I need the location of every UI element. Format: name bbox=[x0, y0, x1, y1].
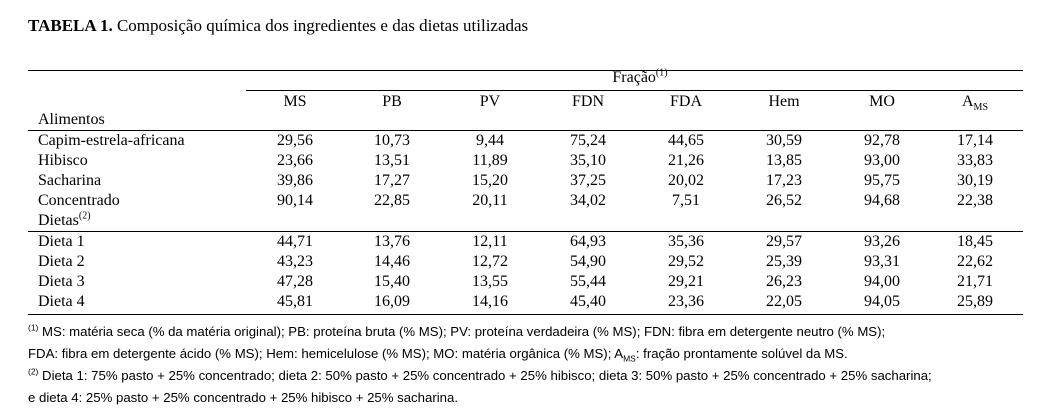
table-cell: 33,83 bbox=[957, 152, 993, 169]
column-header-text: PB bbox=[382, 93, 402, 110]
column-header-1 bbox=[347, 92, 437, 112]
table-cell: 10,73 bbox=[374, 132, 410, 149]
table-cell: 18,45 bbox=[957, 233, 993, 250]
table-cell: 64,93 bbox=[570, 233, 606, 250]
table-cell: 93,00 bbox=[864, 152, 900, 169]
table-cell: 95,75 bbox=[864, 172, 900, 189]
table-cell: 94,00 bbox=[864, 273, 900, 290]
table-cell: 29,57 bbox=[766, 233, 802, 250]
section-header-text: Alimentos bbox=[38, 111, 105, 128]
table-cell: 13,51 bbox=[374, 152, 410, 169]
table-cell: 44,65 bbox=[668, 132, 704, 149]
table-cell: 16,09 bbox=[374, 293, 410, 310]
table-cell: 37,25 bbox=[570, 172, 606, 189]
column-header-text: PV bbox=[479, 93, 501, 110]
fraction-header-text: Fração bbox=[612, 69, 656, 86]
column-header-6 bbox=[837, 92, 927, 112]
table-cell: 30,59 bbox=[766, 132, 802, 149]
top-rule bbox=[28, 70, 1023, 71]
column-header-text: FDA bbox=[669, 93, 702, 110]
section-header-text: Dietas bbox=[38, 212, 79, 229]
column-header-4 bbox=[641, 92, 731, 112]
column-header-subscript: MS bbox=[973, 102, 988, 114]
table-cell: 20,02 bbox=[668, 172, 704, 189]
column-header-0 bbox=[250, 92, 340, 112]
column-header-text: Hem bbox=[768, 93, 800, 110]
column-header-3 bbox=[543, 92, 633, 112]
table-cell: 43,23 bbox=[277, 253, 313, 270]
fraction-header-note: (1) bbox=[655, 67, 668, 79]
table-cell: 17,27 bbox=[374, 172, 410, 189]
column-header-5 bbox=[739, 92, 829, 112]
table-cell: 14,16 bbox=[472, 293, 508, 310]
table-cell: 9,44 bbox=[476, 132, 504, 149]
table-cell: 34,02 bbox=[570, 192, 606, 209]
row-label: Concentrado bbox=[38, 192, 120, 209]
footnote-1-line-2 bbox=[28, 343, 1028, 365]
section-header-1 bbox=[38, 211, 91, 231]
table-cell: 55,44 bbox=[570, 273, 606, 290]
table-cell: 12,72 bbox=[472, 253, 508, 270]
table-cell: 54,90 bbox=[570, 253, 606, 270]
footnotes bbox=[28, 321, 1028, 409]
bottom-rule bbox=[28, 314, 1023, 315]
table-cell: 45,81 bbox=[277, 293, 313, 310]
table-cell: 29,21 bbox=[668, 273, 704, 290]
table-cell: 17,14 bbox=[957, 132, 993, 149]
row-label: Dieta 2 bbox=[38, 253, 85, 270]
table-cell: 22,05 bbox=[766, 293, 802, 310]
table-cell: 7,51 bbox=[672, 192, 700, 209]
table-cell: 23,36 bbox=[668, 293, 704, 310]
column-header-text: MO bbox=[869, 93, 895, 110]
footnote-1-text-1: MS: matéria seca (% da matéria original); PB: proteína bruta (% MS); PV: proteína verdadeira (% MS); FDN: fibra em detergente neutro (% MS); bbox=[38, 324, 886, 339]
section-header-0 bbox=[38, 110, 105, 130]
table-cell: 26,52 bbox=[766, 192, 802, 209]
table-cell: 25,89 bbox=[957, 293, 993, 310]
footnote-2-marker: (2) bbox=[28, 366, 39, 377]
row-label: Sacharina bbox=[38, 172, 102, 189]
table-cell: 29,52 bbox=[668, 253, 704, 270]
table-title-label: TABELA 1. bbox=[28, 16, 113, 35]
table-cell: 90,14 bbox=[277, 192, 313, 209]
column-header-text: A bbox=[961, 93, 974, 110]
table-cell: 94,68 bbox=[864, 192, 900, 209]
footnote-1-text-2a: FDA: fibra em detergente ácido (% MS); Hem: hemicelulose (% MS); MO: matéria orgânica (% MS); A bbox=[28, 346, 624, 361]
footnote-1-text-2b: : fração prontamente solúvel da MS. bbox=[635, 346, 848, 361]
footnote-2-text-2: e dieta 4: 25% pasto + 25% concentrado + 25% hibisco + 25% sacharina. bbox=[28, 390, 458, 405]
table-cell: 26,23 bbox=[766, 273, 802, 290]
table-cell: 29,56 bbox=[277, 132, 313, 149]
row-label: Dieta 4 bbox=[38, 293, 85, 310]
row-label: Hibisco bbox=[38, 152, 88, 169]
table-cell: 11,89 bbox=[472, 152, 508, 169]
table-title-text: Composição química dos ingredientes e das dietas utilizadas bbox=[116, 16, 529, 35]
table-cell: 93,26 bbox=[864, 233, 900, 250]
table-cell: 13,76 bbox=[374, 233, 410, 250]
footnote-1-marker: (1) bbox=[28, 322, 39, 333]
row-label: Dieta 1 bbox=[38, 233, 85, 250]
table-cell: 35,36 bbox=[668, 233, 704, 250]
table-cell: 15,40 bbox=[374, 273, 410, 290]
table-title bbox=[28, 16, 528, 36]
row-label: Dieta 3 bbox=[38, 273, 85, 290]
fraction-header bbox=[560, 68, 720, 88]
column-header-text: FDN bbox=[571, 93, 604, 110]
footnote-2-line-1 bbox=[28, 365, 1028, 387]
table-cell: 21,71 bbox=[957, 273, 993, 290]
table-cell: 45,40 bbox=[570, 293, 606, 310]
table-cell: 21,26 bbox=[668, 152, 704, 169]
table-cell: 22,62 bbox=[957, 253, 993, 270]
footnote-1-subscript: MS bbox=[623, 353, 636, 364]
table-cell: 75,24 bbox=[570, 132, 606, 149]
table-cell: 17,23 bbox=[766, 172, 802, 189]
table-cell: 12,11 bbox=[472, 233, 508, 250]
table-cell: 14,46 bbox=[374, 253, 410, 270]
table-cell: 25,39 bbox=[766, 253, 802, 270]
table-cell: 94,05 bbox=[864, 293, 900, 310]
table-cell: 44,71 bbox=[277, 233, 313, 250]
table-cell: 93,31 bbox=[864, 253, 900, 270]
column-header-7 bbox=[930, 92, 1020, 112]
table-cell: 92,78 bbox=[864, 132, 900, 149]
table-cell: 20,11 bbox=[472, 192, 508, 209]
column-header-2 bbox=[445, 92, 535, 112]
table-cell: 13,85 bbox=[766, 152, 802, 169]
table-cell: 35,10 bbox=[570, 152, 606, 169]
table-cell: 13,55 bbox=[472, 273, 508, 290]
column-header-text: MS bbox=[283, 93, 307, 110]
table-cell: 39,86 bbox=[277, 172, 313, 189]
table-cell: 15,20 bbox=[472, 172, 508, 189]
table-cell: 30,19 bbox=[957, 172, 993, 189]
table-cell: 47,28 bbox=[277, 273, 313, 290]
footnote-2-text-1: Dieta 1: 75% pasto + 25% concentrado; dieta 2: 50% pasto + 25% concentrado + 25% hibisco; dieta 3: 50% pasto + 25% concentrado + 25% sacharina; bbox=[38, 368, 932, 383]
table-cell: 22,38 bbox=[957, 192, 993, 209]
footnote-1-line-1 bbox=[28, 321, 1028, 343]
section-header-note: (2) bbox=[78, 210, 91, 222]
table-cell: 23,66 bbox=[277, 152, 313, 169]
footnote-2-line-2 bbox=[28, 387, 1028, 409]
table-cell: 22,85 bbox=[374, 192, 410, 209]
fraction-rule bbox=[246, 90, 1023, 91]
row-label: Capim-estrela-africana bbox=[38, 132, 185, 149]
